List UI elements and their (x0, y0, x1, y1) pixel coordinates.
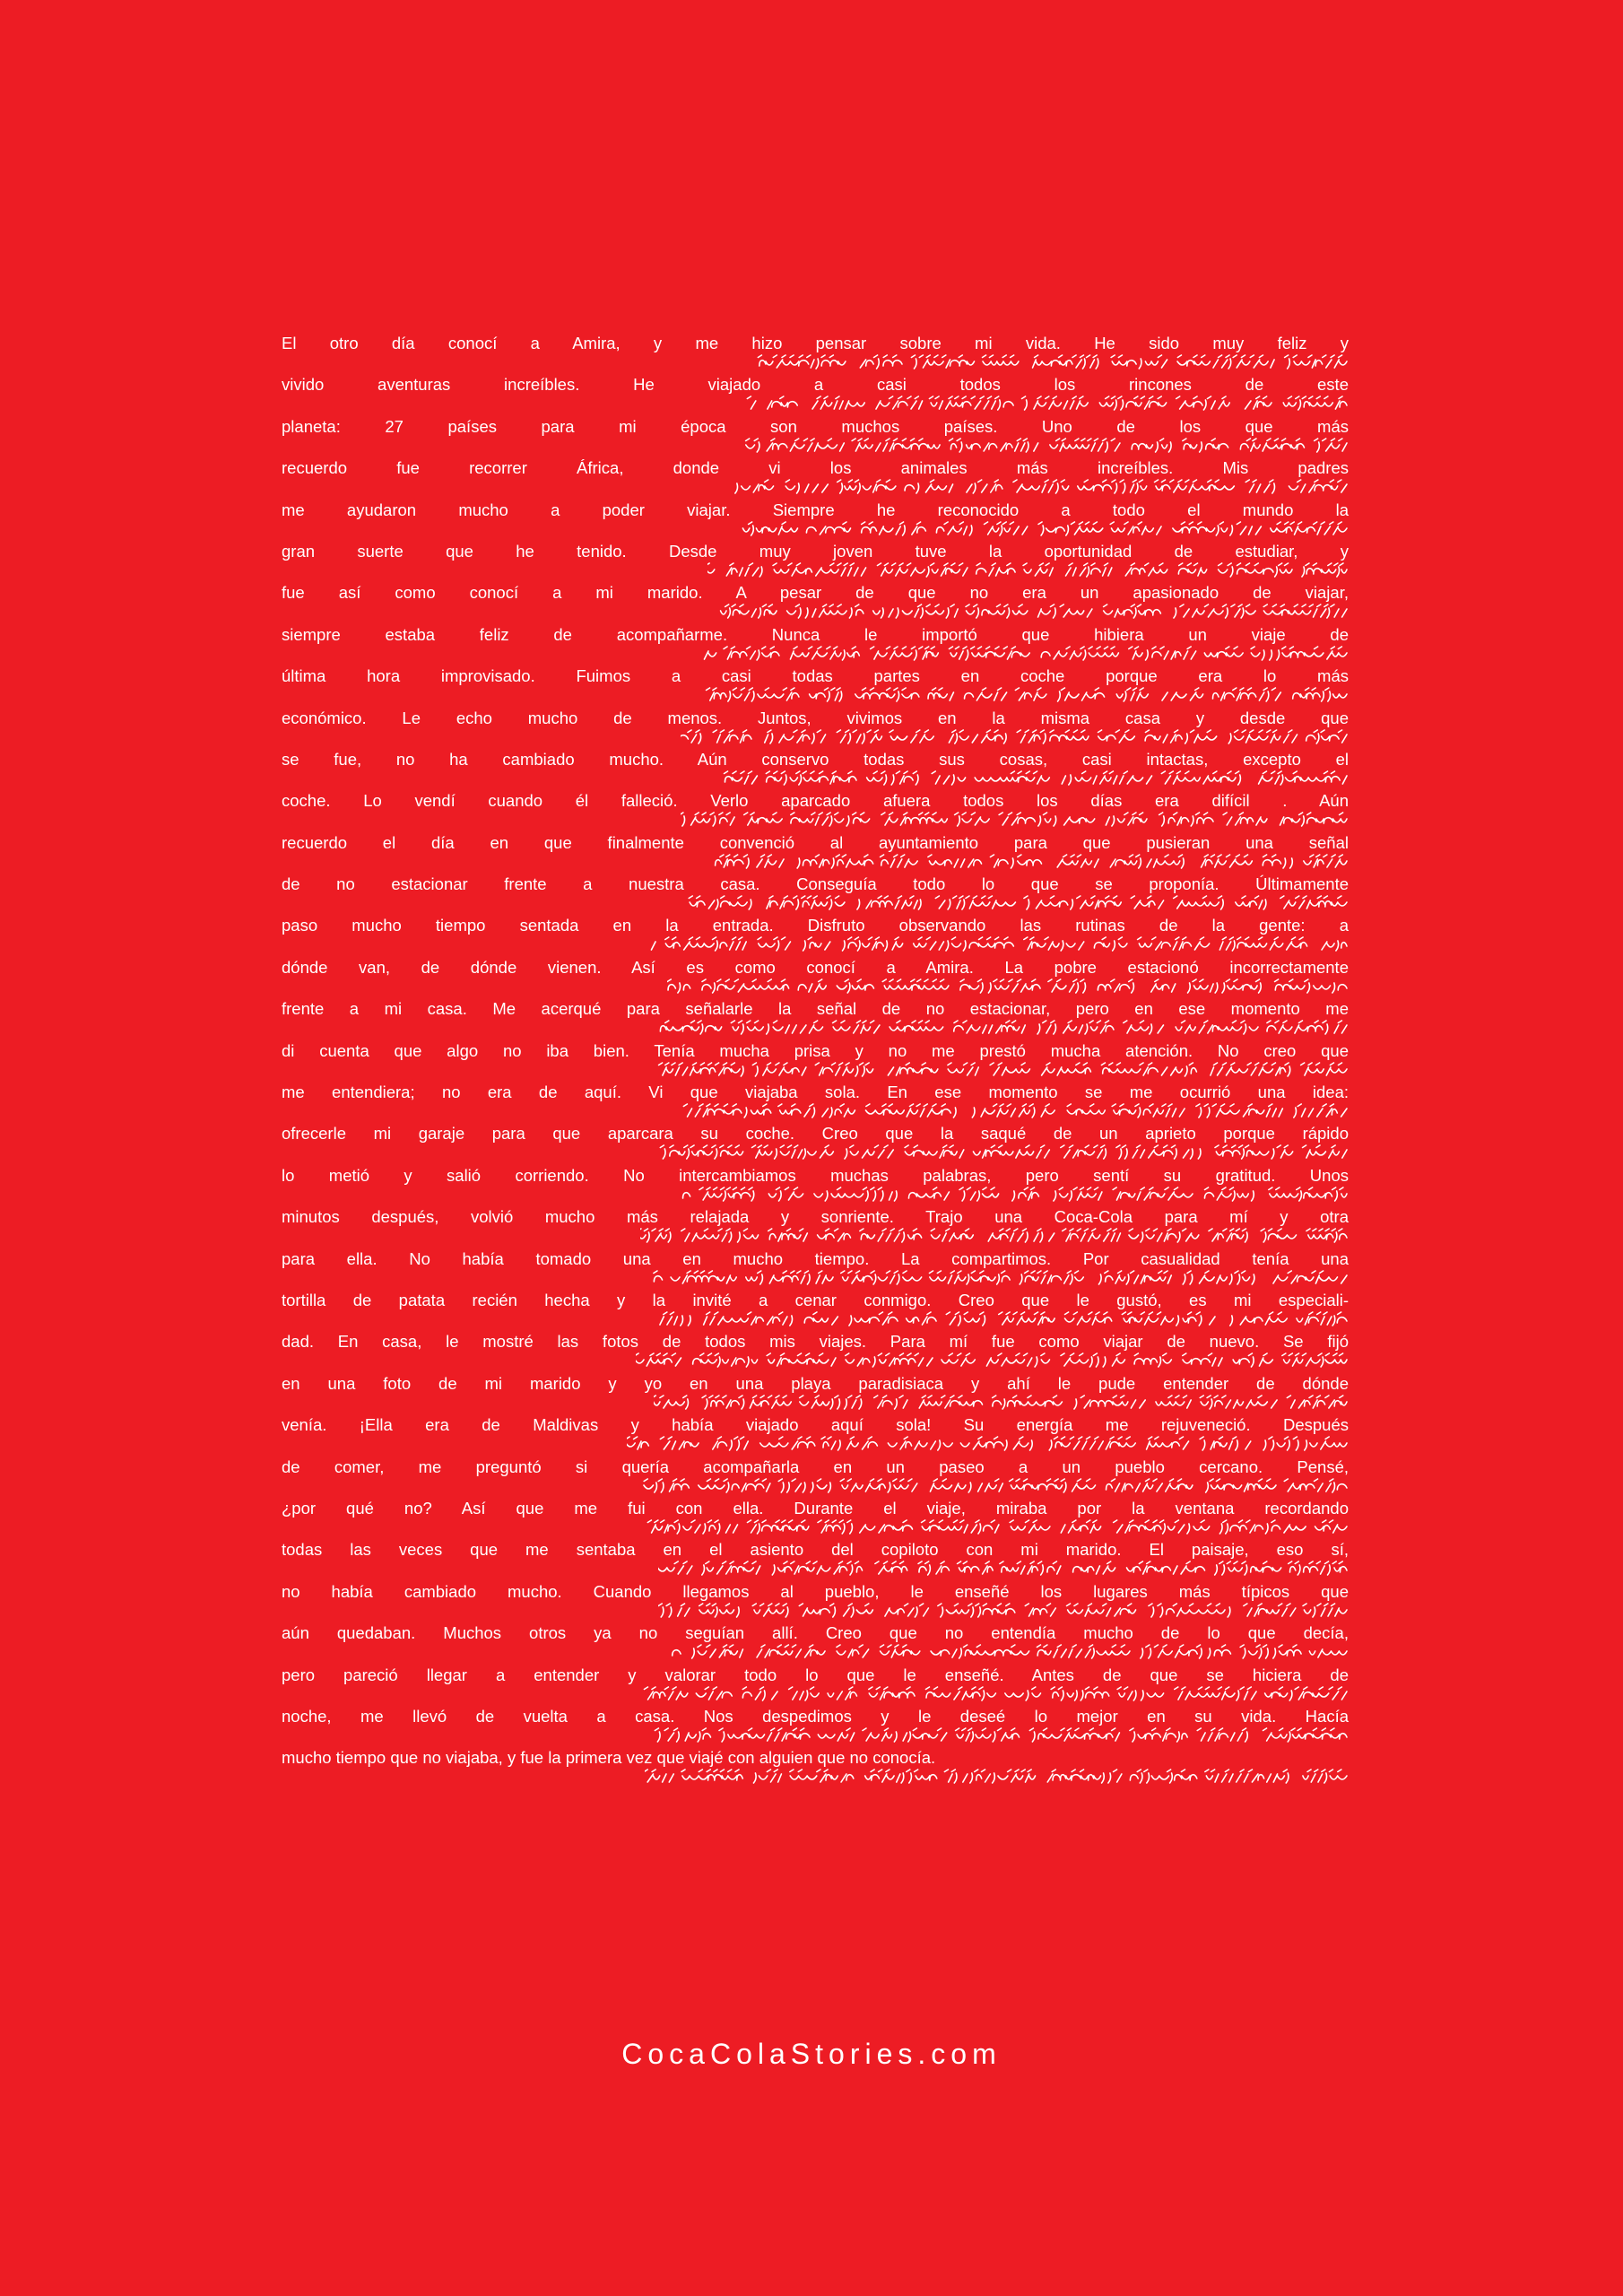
dhivehi-script-line (658, 1144, 1349, 1163)
spanish-line: de no estacionar frente a nuestra casa. Conseguía todo lo que se proponía. Últimamente (282, 874, 1349, 894)
script-strokes (654, 1396, 1347, 1409)
spanish-line: recuerdo fue recorrer África, donde vi los animales más increíbles. Mis padres (282, 458, 1349, 478)
script-strokes (660, 1312, 1347, 1326)
story-line-pair (282, 1123, 1349, 1164)
script-strokes (742, 522, 1347, 535)
dhivehi-script-glyphs (658, 1602, 1349, 1622)
dhivehi-script-glyphs (721, 770, 1349, 789)
dhivehi-script-glyphs (681, 1102, 1349, 1122)
dhivehi-script-line (721, 770, 1349, 789)
spanish-line: para ella. No había tomado una en mucho tiempo. La compartimos. Por casualidad tenía una (282, 1248, 1349, 1268)
script-strokes (735, 480, 1347, 493)
script-strokes (645, 1770, 1347, 1783)
script-strokes (660, 1145, 1347, 1159)
spanish-line: aún quedaban. Muchos otros ya no seguían allí. Creo que no entendía mucho de lo que decía, (282, 1623, 1349, 1643)
story-line-pair (282, 1581, 1349, 1622)
dhivehi-script-glyphs (649, 935, 1349, 955)
script-strokes (658, 1604, 1347, 1617)
story-line-pair (282, 624, 1349, 665)
dhivehi-script-glyphs (685, 894, 1349, 914)
story-line-pair (282, 665, 1349, 707)
dhivehi-script-glyphs (730, 478, 1349, 498)
story-line-pair (282, 749, 1349, 790)
dhivehi-script-line (712, 853, 1349, 873)
story-line-pair (282, 708, 1349, 749)
spanish-line: minutos después, volvió mucho más relajada y sonriente. Trajo una Coca-Cola para mí y otra (282, 1207, 1349, 1227)
dhivehi-script-glyphs (667, 978, 1349, 997)
story-line-pair (282, 374, 1349, 415)
dhivehi-script-glyphs (681, 811, 1349, 831)
story-line-pair (282, 1539, 1349, 1580)
dhivehi-script-glyphs (627, 1435, 1349, 1455)
dhivehi-script-line (743, 395, 1349, 414)
dhivehi-script-glyphs (658, 1144, 1349, 1163)
dhivehi-script-line (681, 728, 1349, 748)
spanish-line: recuerdo el día en que finalmente convenció al ayuntamiento para que pusieran una señal (282, 832, 1349, 852)
spanish-line: dad. En casa, le mostré las fotos de todos mis viajes. Para mí fue como viajar de nuevo. Se fijó (282, 1332, 1349, 1352)
story-line-pair (282, 1165, 1349, 1206)
script-strokes (658, 1561, 1347, 1575)
dhivehi-script-glyphs (743, 395, 1349, 414)
dhivehi-script-glyphs (658, 1560, 1349, 1579)
dhivehi-script-glyphs (752, 353, 1349, 373)
dhivehi-script-glyphs (699, 645, 1349, 665)
script-strokes (660, 1021, 1347, 1034)
dhivehi-script-line (658, 1602, 1349, 1622)
spanish-line: lo metió y salió corriendo. No intercambiamos muchas palabras, pero sentí su gratitud. Unos (282, 1165, 1349, 1185)
story-line-pair (282, 874, 1349, 915)
story-line-pair (282, 416, 1349, 457)
spanish-line: dónde van, de dónde vienen. Así es como conocí a Amira. La pobre estacionó incorrectamente (282, 957, 1349, 977)
spanish-line: se fue, no ha cambiado mucho. Aún conservo todas sus cosas, casi intactas, excepto el (282, 749, 1349, 769)
dhivehi-script-line (658, 1560, 1349, 1579)
script-strokes (707, 688, 1347, 701)
script-strokes (725, 771, 1347, 785)
dhivehi-script-glyphs (640, 1685, 1349, 1705)
dhivehi-script-line (627, 1435, 1349, 1455)
story-line-pair (282, 957, 1349, 998)
dhivehi-script-line (649, 935, 1349, 955)
dhivehi-script-glyphs (712, 853, 1349, 873)
dhivehi-script-line (640, 1685, 1349, 1705)
dhivehi-script-glyphs (681, 728, 1349, 748)
dhivehi-script-glyphs (636, 1518, 1349, 1538)
script-strokes (673, 1645, 1347, 1658)
spanish-line: en una foto de mi marido y yo en una playa paradisiaca y ahí le pude entender de dónde (282, 1373, 1349, 1393)
dhivehi-script-line (703, 686, 1349, 706)
story-line-pair (282, 1206, 1349, 1248)
script-strokes (659, 1063, 1347, 1076)
spanish-line: pero pareció llegar a entender y valorar todo lo que le enseñé. Antes de que se hiciera de (282, 1665, 1349, 1684)
spanish-line: paso mucho tiempo sentada en la entrada. Disfruto observando las rutinas de la gente: a (282, 916, 1349, 935)
story-line-pair (282, 582, 1349, 623)
dhivehi-script-line (658, 1019, 1349, 1039)
story-line-pair (282, 1040, 1349, 1082)
script-strokes (758, 355, 1347, 369)
story-line-pair (282, 1082, 1349, 1123)
dhivehi-script-glyphs (640, 1477, 1349, 1497)
spanish-line: venía. ¡Ella era de Maldivas y había viajado aquí sola! Su energía me rejuveneció. Después (282, 1415, 1349, 1435)
story-line-pair (282, 1457, 1349, 1498)
spanish-line: última hora improvisado. Fuimos a casi todas partes en coche porque era lo más (282, 666, 1349, 686)
script-strokes (683, 1187, 1347, 1201)
dhivehi-script-line (654, 1310, 1349, 1330)
spanish-line: fue así como conocí a mi marido. A pesar de que no era un apasionado de viajar, (282, 583, 1349, 603)
dhivehi-script-line (716, 603, 1349, 622)
story-line-pair (282, 1248, 1349, 1290)
dhivehi-script-glyphs (645, 1768, 1349, 1787)
spanish-line: mucho tiempo que no viajaba, y fue la primera vez que viajé con alguien que no conocía. (282, 1748, 936, 1768)
dhivehi-script-line (752, 353, 1349, 373)
dhivehi-script-line (681, 1102, 1349, 1122)
dhivehi-script-glyphs (681, 1186, 1349, 1205)
story-line-pair (282, 1331, 1349, 1372)
spanish-line: siempre estaba feliz de acompañarme. Nunca le importó que hibiera un viaje de (282, 624, 1349, 644)
script-strokes (721, 604, 1347, 618)
story-line-pair (282, 1747, 1349, 1788)
story-line-pair (282, 1414, 1349, 1456)
script-strokes (647, 1520, 1347, 1534)
story-line-pair (282, 1622, 1349, 1664)
dhivehi-script-line (645, 1768, 1349, 1787)
dhivehi-script-line (685, 894, 1349, 914)
dhivehi-script-line (739, 437, 1349, 457)
dhivehi-script-line (640, 1227, 1349, 1247)
dhivehi-script-glyphs (703, 686, 1349, 706)
spanish-line: no había cambiado mucho. Cuando llegamos al pueblo, le enseñé los lugares más típicos que (282, 1581, 1349, 1601)
dhivehi-script-glyphs (654, 1726, 1349, 1746)
story-line-pair (282, 1373, 1349, 1414)
spanish-line: di cuenta que algo no iba bien. Tenía mucha prisa y no me prestó mucha atención. No creo que (282, 1040, 1349, 1060)
script-strokes (644, 1479, 1347, 1492)
spanish-line: coche. Lo vendí cuando él falleció. Verlo aparcado afuera todos los días era difícil . Aún (282, 791, 1349, 811)
script-strokes (681, 813, 1347, 826)
spanish-line: vivido aventuras increíbles. He viajado a casi todos los rincones de este (282, 375, 1349, 395)
dhivehi-script-line (649, 1061, 1349, 1081)
dhivehi-script-line (636, 1518, 1349, 1538)
script-strokes (644, 1687, 1347, 1700)
story-line-pair (282, 1706, 1349, 1747)
dhivehi-script-glyphs (739, 520, 1349, 540)
dhivehi-script-glyphs (654, 1310, 1349, 1330)
dhivehi-script-glyphs (654, 1394, 1349, 1413)
bilingual-story (282, 333, 1349, 1789)
spanish-line: económico. Le echo mucho de menos. Juntos, vivimos en la misma casa y desde que (282, 708, 1349, 727)
story-line-pair (282, 1498, 1349, 1539)
script-strokes (667, 979, 1347, 993)
story-line-pair (282, 790, 1349, 831)
dhivehi-script-glyphs (739, 437, 1349, 457)
spanish-line: ofrecerle mi garaje para que aparcara su coche. Creo que la saqué de un aprieto porque rápido (282, 1124, 1349, 1144)
script-strokes (716, 855, 1347, 868)
dhivehi-script-glyphs (707, 561, 1349, 581)
dhivehi-script-glyphs (636, 1352, 1349, 1371)
dhivehi-script-line (667, 1643, 1349, 1663)
script-strokes (654, 1271, 1347, 1284)
script-strokes (655, 1728, 1347, 1742)
dhivehi-script-line (636, 1352, 1349, 1371)
script-strokes (681, 730, 1347, 744)
spanish-line: El otro día conocí a Amira, y me hizo pensar sobre mi vida. He sido muy feliz y (282, 334, 1349, 352)
story-line-pair (282, 915, 1349, 956)
dhivehi-script-glyphs (658, 1019, 1349, 1039)
script-strokes (689, 896, 1347, 909)
spanish-line: me entendiera; no era de aquí. Vi que viajaba sola. En ese momento se me ocurrió una idea: (282, 1083, 1349, 1102)
story-line-pair (282, 1290, 1349, 1331)
dhivehi-script-line (681, 811, 1349, 831)
dhivehi-script-line (640, 1477, 1349, 1497)
script-strokes (704, 647, 1347, 660)
spanish-line: noche, me llevó de vuelta a casa. Nos despedimos y le deseé lo mejor en su vida. Hacía (282, 1706, 1349, 1726)
script-strokes (707, 563, 1347, 577)
script-strokes (640, 1229, 1347, 1242)
spanish-line: planeta: 27 países para mi época son muchos países. Uno de los que más (282, 416, 1349, 436)
spanish-line: tortilla de patata recién hecha y la invité a cenar conmigo. Creo que le gustó, es mi especiali- (282, 1290, 1349, 1309)
script-strokes (747, 396, 1347, 410)
script-strokes (683, 1104, 1347, 1118)
dhivehi-script-line (654, 1726, 1349, 1746)
spanish-line: frente a mi casa. Me acerqué para señalarle la señal de no estacionar, pero en ese momento me (282, 999, 1349, 1019)
dhivehi-script-glyphs (649, 1061, 1349, 1081)
dhivehi-script-line (739, 520, 1349, 540)
script-strokes (636, 1353, 1347, 1367)
story-line-pair (282, 500, 1349, 541)
script-strokes (627, 1437, 1347, 1450)
story-line-pair (282, 333, 1349, 374)
spanish-line: gran suerte que he tenido. Desde muy joven tuve la oportunidad de estudiar, y (282, 541, 1349, 561)
site-link[interactable]: CocaColaStories.com (621, 2038, 1002, 2070)
dhivehi-script-line (649, 1269, 1349, 1289)
dhivehi-script-glyphs (667, 1643, 1349, 1663)
spanish-line: de comer, me preguntó si quería acompañarla en un paseo a un pueblo cercano. Pensé, (282, 1457, 1349, 1476)
dhivehi-script-line (667, 978, 1349, 997)
dhivehi-script-line (681, 1186, 1349, 1205)
story-line-pair (282, 541, 1349, 582)
spanish-line: todas las veces que me sentaba en el asiento del copiloto con mi marido. El paisaje, eso sí, (282, 1540, 1349, 1560)
dhivehi-script-glyphs (640, 1227, 1349, 1247)
dhivehi-script-glyphs (716, 603, 1349, 622)
dhivehi-script-line (699, 645, 1349, 665)
script-strokes (651, 937, 1347, 951)
dhivehi-script-line (730, 478, 1349, 498)
story-line-pair (282, 457, 1349, 499)
story-line-pair (282, 832, 1349, 874)
story-line-pair (282, 1665, 1349, 1706)
dhivehi-script-glyphs (649, 1269, 1349, 1289)
script-strokes (746, 439, 1347, 452)
dhivehi-script-line (654, 1394, 1349, 1413)
spanish-line: ¿por qué no? Así que me fui con ella. Durante el viaje, miraba por la ventana recordando (282, 1498, 1349, 1518)
spanish-line: me ayudaron mucho a poder viajar. Siempre he reconocido a todo el mundo la (282, 500, 1349, 519)
story-line-pair (282, 998, 1349, 1039)
dhivehi-script-line (707, 561, 1349, 581)
